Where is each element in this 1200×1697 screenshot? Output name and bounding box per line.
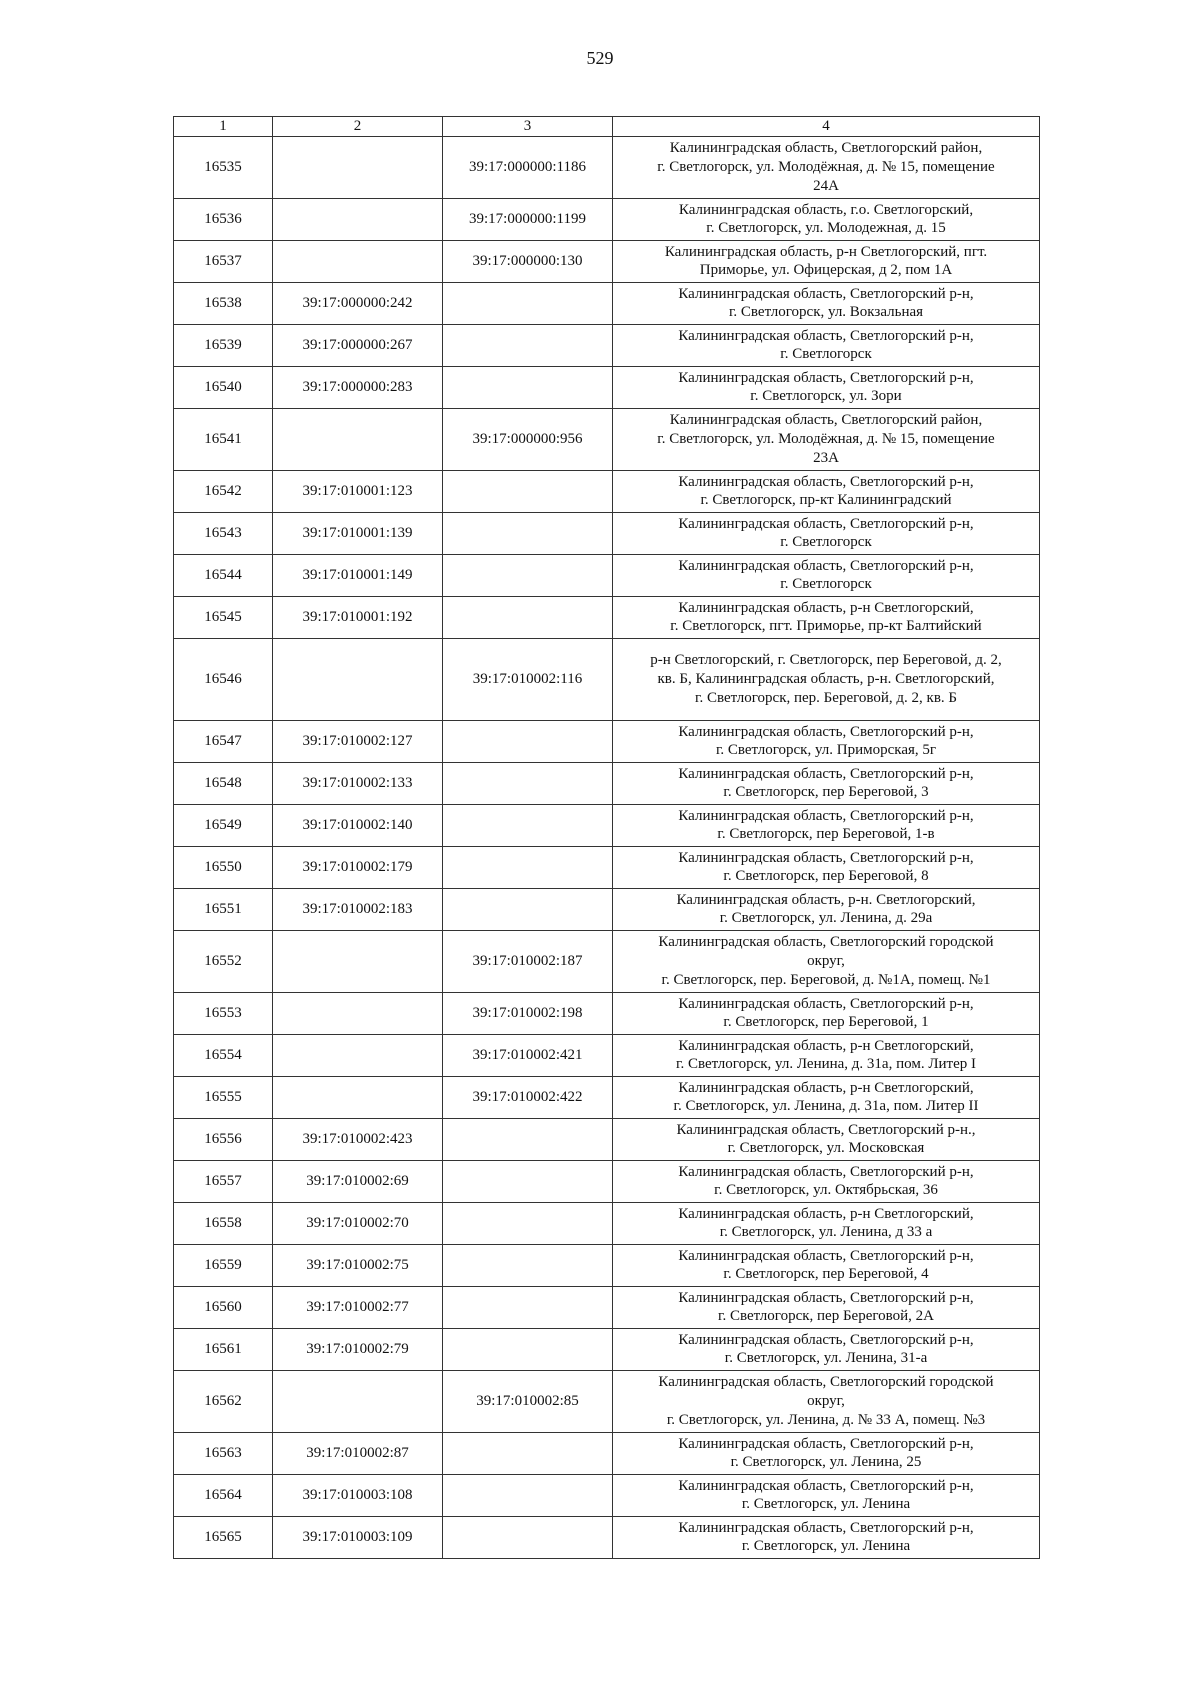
address-cell: Калининградская область, Светлогорский р-н., г. Светлогорск, ул. Московская (613, 1118, 1040, 1160)
table-row (174, 930, 1040, 992)
address-cell: Калининградская область, р-н Светлогорский, г. Светлогорск, ул. Ленина, д. 31а, пом. Литер II (613, 1076, 1040, 1118)
row-number-cell: 16550 (174, 846, 273, 888)
address-cell: Калининградская область, р-н Светлогорский, г. Светлогорск, ул. Ленина, д. 31а, пом. Литер I (613, 1034, 1040, 1076)
table-row (174, 136, 1040, 198)
cadastral-number-col3-cell (443, 512, 613, 554)
cadastral-number-col2-cell: 39:17:010001:149 (273, 554, 443, 596)
row-number-cell: 16561 (174, 1328, 273, 1370)
cadastral-number-col3-cell: 39:17:010002:198 (443, 992, 613, 1034)
table-row (174, 888, 1040, 930)
address-cell: Калининградская область, Светлогорский р-н, г. Светлогорск, ул. Ленина, 25 (613, 1432, 1040, 1474)
cadastral-number-col2-cell (273, 408, 443, 470)
table-row (174, 1432, 1040, 1474)
address-cell: Калининградская область, Светлогорский р-н, г. Светлогорск (613, 324, 1040, 366)
address-cell: Калининградская область, Светлогорский р-н, г. Светлогорск, пер Береговой, 4 (613, 1244, 1040, 1286)
cadastral-number-col3-cell (443, 596, 613, 638)
cadastral-number-col3-cell: 39:17:010002:116 (443, 638, 613, 720)
cadastral-number-col2-cell (273, 992, 443, 1034)
address-cell: Калининградская область, Светлогорский р-н, г. Светлогорск (613, 512, 1040, 554)
address-cell: Калининградская область, Светлогорский р-н, г. Светлогорск, ул. Зори (613, 366, 1040, 408)
cadastral-number-col2-cell: 39:17:010002:133 (273, 762, 443, 804)
cadastral-number-col2-cell (273, 638, 443, 720)
row-number-cell: 16548 (174, 762, 273, 804)
cadastral-number-col2-cell (273, 136, 443, 198)
cadastral-number-col2-cell (273, 1370, 443, 1432)
cadastral-number-col2-cell (273, 1076, 443, 1118)
column-header-2: 2 (273, 117, 443, 137)
address-cell: Калининградская область, Светлогорский р-н, г. Светлогорск, пер Береговой, 1 (613, 992, 1040, 1034)
table-row (174, 638, 1040, 720)
table-row (174, 720, 1040, 762)
address-cell: Калининградская область, р-н Светлогорский, пгт. Приморье, ул. Офицерская, д 2, пом 1А (613, 240, 1040, 282)
address-cell: Калининградская область, Светлогорский р-н, г. Светлогорск, пер Береговой, 8 (613, 846, 1040, 888)
cadastral-number-col3-cell (443, 366, 613, 408)
address-cell: Калининградская область, Светлогорский р-н, г. Светлогорск, ул. Октябрьская, 36 (613, 1160, 1040, 1202)
cadastral-number-col3-cell: 39:17:000000:1199 (443, 198, 613, 240)
address-cell: Калининградская область, Светлогорский р-н, г. Светлогорск, пер Береговой, 3 (613, 762, 1040, 804)
cadastral-number-col2-cell: 39:17:010003:108 (273, 1474, 443, 1516)
cadastral-number-col3-cell: 39:17:010002:421 (443, 1034, 613, 1076)
cadastral-number-col2-cell: 39:17:010002:77 (273, 1286, 443, 1328)
row-number-cell: 16558 (174, 1202, 273, 1244)
table-row (174, 762, 1040, 804)
table-row (174, 240, 1040, 282)
cadastral-number-col2-cell: 39:17:000000:267 (273, 324, 443, 366)
address-cell: Калининградская область, р-н. Светлогорский, г. Светлогорск, ул. Ленина, д. 29а (613, 888, 1040, 930)
table-row (174, 198, 1040, 240)
row-number-cell: 16538 (174, 282, 273, 324)
row-number-cell: 16540 (174, 366, 273, 408)
table-header-row (174, 117, 1040, 137)
cadastral-number-col3-cell (443, 1160, 613, 1202)
cadastral-number-col3-cell (443, 762, 613, 804)
address-cell: р-н Светлогорский, г. Светлогорск, пер Береговой, д. 2, кв. Б, Калининградская область, р-н. Светлогорский, г. Светлогорск, пер. Береговой, д. 2, кв. Б (613, 638, 1040, 720)
table-row (174, 1160, 1040, 1202)
column-header-3: 3 (443, 117, 613, 137)
address-cell: Калининградская область, Светлогорский р-н, г. Светлогорск, пер Береговой, 2А (613, 1286, 1040, 1328)
cadastral-number-col3-cell (443, 1286, 613, 1328)
address-cell: Калининградская область, Светлогорский р-н, г. Светлогорск, ул. Ленина, 31-а (613, 1328, 1040, 1370)
cadastral-number-col3-cell: 39:17:000000:1186 (443, 136, 613, 198)
cadastral-number-col3-cell: 39:17:010002:187 (443, 930, 613, 992)
cadastral-number-col2-cell: 39:17:010002:79 (273, 1328, 443, 1370)
row-number-cell: 16562 (174, 1370, 273, 1432)
cadastral-number-col2-cell: 39:17:010002:423 (273, 1118, 443, 1160)
table-row (174, 1516, 1040, 1558)
row-number-cell: 16544 (174, 554, 273, 596)
address-cell: Калининградская область, Светлогорский район, г. Светлогорск, ул. Молодёжная, д. № 15, помещение 24А (613, 136, 1040, 198)
cadastral-number-col2-cell: 39:17:010002:127 (273, 720, 443, 762)
cadastral-number-col2-cell: 39:17:010002:75 (273, 1244, 443, 1286)
address-cell: Калининградская область, Светлогорский р-н, г. Светлогорск, ул. Ленина (613, 1516, 1040, 1558)
cadastral-number-col3-cell (443, 1516, 613, 1558)
table-row (174, 408, 1040, 470)
table-row (174, 1034, 1040, 1076)
address-cell: Калининградская область, Светлогорский р-н, г. Светлогорск (613, 554, 1040, 596)
row-number-cell: 16547 (174, 720, 273, 762)
cadastral-number-col3-cell (443, 470, 613, 512)
cadastral-number-col3-cell: 39:17:000000:130 (443, 240, 613, 282)
cadastral-number-col3-cell (443, 1244, 613, 1286)
row-number-cell: 16555 (174, 1076, 273, 1118)
table-row (174, 1202, 1040, 1244)
cadastral-number-col2-cell: 39:17:010002:69 (273, 1160, 443, 1202)
table-row (174, 804, 1040, 846)
table-row (174, 1244, 1040, 1286)
cadastral-number-col2-cell: 39:17:010001:192 (273, 596, 443, 638)
address-cell: Калининградская область, Светлогорский р-н, г. Светлогорск, ул. Приморская, 5г (613, 720, 1040, 762)
cadastral-number-col2-cell: 39:17:010002:70 (273, 1202, 443, 1244)
row-number-cell: 16546 (174, 638, 273, 720)
address-cell: Калининградская область, Светлогорский р-н, г. Светлогорск, пер Береговой, 1-в (613, 804, 1040, 846)
table-row (174, 366, 1040, 408)
cadastral-number-col3-cell (443, 888, 613, 930)
table-row (174, 470, 1040, 512)
table-row (174, 596, 1040, 638)
row-number-cell: 16536 (174, 198, 273, 240)
address-cell: Калининградская область, Светлогорский р-н, г. Светлогорск, ул. Ленина (613, 1474, 1040, 1516)
row-number-cell: 16563 (174, 1432, 273, 1474)
table-row (174, 992, 1040, 1034)
table-row (174, 1474, 1040, 1516)
column-header-4: 4 (613, 117, 1040, 137)
cadastral-number-col3-cell (443, 1432, 613, 1474)
cadastral-number-col3-cell (443, 720, 613, 762)
cadastral-number-col2-cell: 39:17:010002:140 (273, 804, 443, 846)
address-cell: Калининградская область, г.о. Светлогорский, г. Светлогорск, ул. Молодежная, д. 15 (613, 198, 1040, 240)
cadastral-number-col2-cell: 39:17:010001:123 (273, 470, 443, 512)
address-cell: Калининградская область, Светлогорский городской округ, г. Светлогорск, ул. Ленина, д. № 33 А, помещ. №3 (613, 1370, 1040, 1432)
cadastral-number-col3-cell (443, 554, 613, 596)
cadastral-number-col2-cell: 39:17:010001:139 (273, 512, 443, 554)
cadastral-number-col2-cell (273, 930, 443, 992)
row-number-cell: 16560 (174, 1286, 273, 1328)
cadastral-number-col3-cell (443, 804, 613, 846)
row-number-cell: 16564 (174, 1474, 273, 1516)
row-number-cell: 16549 (174, 804, 273, 846)
cadastral-number-col3-cell (443, 1328, 613, 1370)
cadastral-number-col2-cell: 39:17:010002:179 (273, 846, 443, 888)
cadastral-number-col3-cell (443, 1202, 613, 1244)
row-number-cell: 16557 (174, 1160, 273, 1202)
cadastral-number-col3-cell (443, 1474, 613, 1516)
table-row (174, 512, 1040, 554)
cadastral-number-col3-cell: 39:17:000000:956 (443, 408, 613, 470)
cadastral-number-col2-cell (273, 1034, 443, 1076)
address-cell: Калининградская область, р-н Светлогорский, г. Светлогорск, ул. Ленина, д 33 а (613, 1202, 1040, 1244)
registry-table (173, 116, 1040, 1559)
row-number-cell: 16551 (174, 888, 273, 930)
page-number: 529 (586, 48, 614, 68)
address-cell: Калининградская область, Светлогорский городской округ, г. Светлогорск, пер. Береговой, д. №1А, помещ. №1 (613, 930, 1040, 992)
cadastral-number-col2-cell (273, 198, 443, 240)
table-row (174, 1118, 1040, 1160)
table-row (174, 282, 1040, 324)
cadastral-number-col3-cell (443, 324, 613, 366)
cadastral-number-col2-cell: 39:17:000000:283 (273, 366, 443, 408)
cadastral-number-col2-cell: 39:17:010003:109 (273, 1516, 443, 1558)
row-number-cell: 16537 (174, 240, 273, 282)
cadastral-number-col3-cell (443, 846, 613, 888)
row-number-cell: 16542 (174, 470, 273, 512)
table-row (174, 324, 1040, 366)
address-cell: Калининградская область, Светлогорский р-н, г. Светлогорск, ул. Вокзальная (613, 282, 1040, 324)
cadastral-number-col2-cell: 39:17:000000:242 (273, 282, 443, 324)
cadastral-number-col2-cell (273, 240, 443, 282)
table-row (174, 554, 1040, 596)
cadastral-number-col3-cell (443, 1118, 613, 1160)
table-row (174, 1370, 1040, 1432)
address-cell: Калининградская область, р-н Светлогорский, г. Светлогорск, пгт. Приморье, пр-кт Балтийский (613, 596, 1040, 638)
address-cell: Калининградская область, Светлогорский р-н, г. Светлогорск, пр-кт Калининградский (613, 470, 1040, 512)
cadastral-number-col3-cell (443, 282, 613, 324)
row-number-cell: 16543 (174, 512, 273, 554)
row-number-cell: 16554 (174, 1034, 273, 1076)
address-cell: Калининградская область, Светлогорский район, г. Светлогорск, ул. Молодёжная, д. № 15, помещение 23А (613, 408, 1040, 470)
table-row (174, 1286, 1040, 1328)
column-header-1: 1 (174, 117, 273, 137)
row-number-cell: 16552 (174, 930, 273, 992)
row-number-cell: 16545 (174, 596, 273, 638)
cadastral-number-col2-cell: 39:17:010002:87 (273, 1432, 443, 1474)
cadastral-number-col3-cell: 39:17:010002:422 (443, 1076, 613, 1118)
cadastral-number-col3-cell: 39:17:010002:85 (443, 1370, 613, 1432)
row-number-cell: 16565 (174, 1516, 273, 1558)
row-number-cell: 16539 (174, 324, 273, 366)
row-number-cell: 16556 (174, 1118, 273, 1160)
row-number-cell: 16559 (174, 1244, 273, 1286)
table-row (174, 846, 1040, 888)
row-number-cell: 16541 (174, 408, 273, 470)
cadastral-number-col2-cell: 39:17:010002:183 (273, 888, 443, 930)
row-number-cell: 16535 (174, 136, 273, 198)
table-row (174, 1076, 1040, 1118)
row-number-cell: 16553 (174, 992, 273, 1034)
table-row (174, 1328, 1040, 1370)
